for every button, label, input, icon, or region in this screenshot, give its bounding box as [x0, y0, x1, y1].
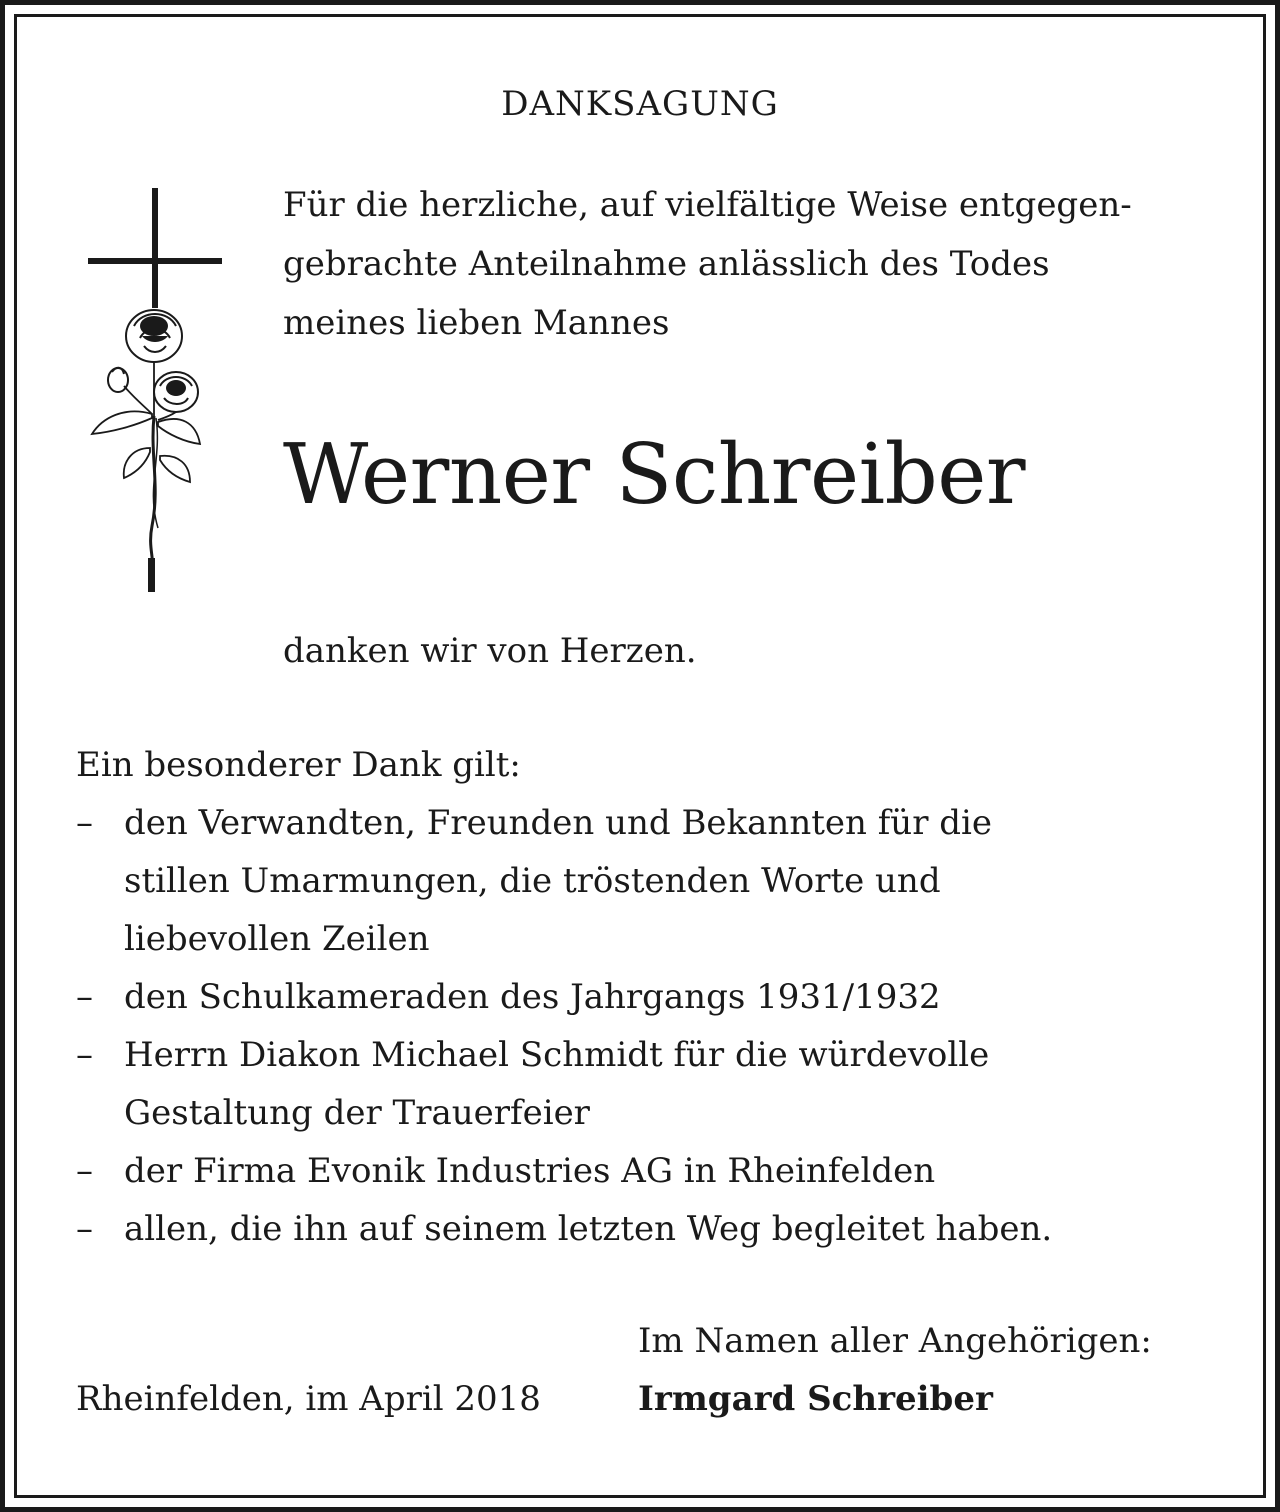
dash-bullet: –	[76, 977, 93, 1017]
intro-line: gebrachte Anteilnahme anlässlich des Todes	[283, 244, 1050, 284]
intro-line: Für die herzliche, auf vielfältige Weise entgegen-	[283, 185, 1132, 225]
dash-bullet: –	[76, 803, 93, 843]
intro-text	[283, 176, 1243, 353]
thanks-list	[76, 794, 1226, 1258]
list-item	[76, 794, 1226, 968]
list-item-line: den Verwandten, Freunden und Bekannten für die	[124, 803, 993, 843]
list-item	[76, 1026, 1226, 1142]
dash-bullet: –	[76, 1209, 93, 1249]
list-item	[76, 1200, 1226, 1258]
cross-with-rose-icon	[84, 186, 229, 596]
place-date: Rheinfelden, im April 2018	[76, 1379, 541, 1419]
dash-bullet: –	[76, 1151, 93, 1191]
list-item	[76, 968, 1226, 1026]
list-item-line: liebevollen Zeilen	[124, 919, 430, 959]
list-item-line: den Schulkameraden des Jahrgangs 1931/1932	[124, 977, 941, 1017]
dash-bullet: –	[76, 1035, 93, 1075]
special-thanks-section	[76, 736, 1226, 1258]
list-item-line: Herrn Diakon Michael Schmidt für die würdevolle	[124, 1035, 990, 1075]
list-item-line: stillen Umarmungen, die tröstenden Worte und	[124, 861, 941, 901]
list-item-line: Gestaltung der Trauerfeier	[124, 1093, 590, 1133]
deceased-name: Werner Schreiber	[283, 426, 1026, 523]
signer-name: Irmgard Schreiber	[638, 1379, 993, 1419]
list-item-line: der Firma Evonik Industries AG in Rheinfelden	[124, 1151, 936, 1191]
list-item-line: allen, die ihn auf seinem letzten Weg begleitet haben.	[124, 1209, 1053, 1249]
thanks-text: danken wir von Herzen.	[283, 631, 697, 671]
heading-danksagung: DANKSAGUNG	[501, 84, 779, 124]
special-thanks-intro: Ein besonderer Dank gilt:	[76, 745, 521, 785]
list-item	[76, 1142, 1226, 1200]
signature-intro: Im Namen aller Angehörigen:	[638, 1321, 1152, 1361]
intro-line: meines lieben Mannes	[283, 303, 670, 343]
